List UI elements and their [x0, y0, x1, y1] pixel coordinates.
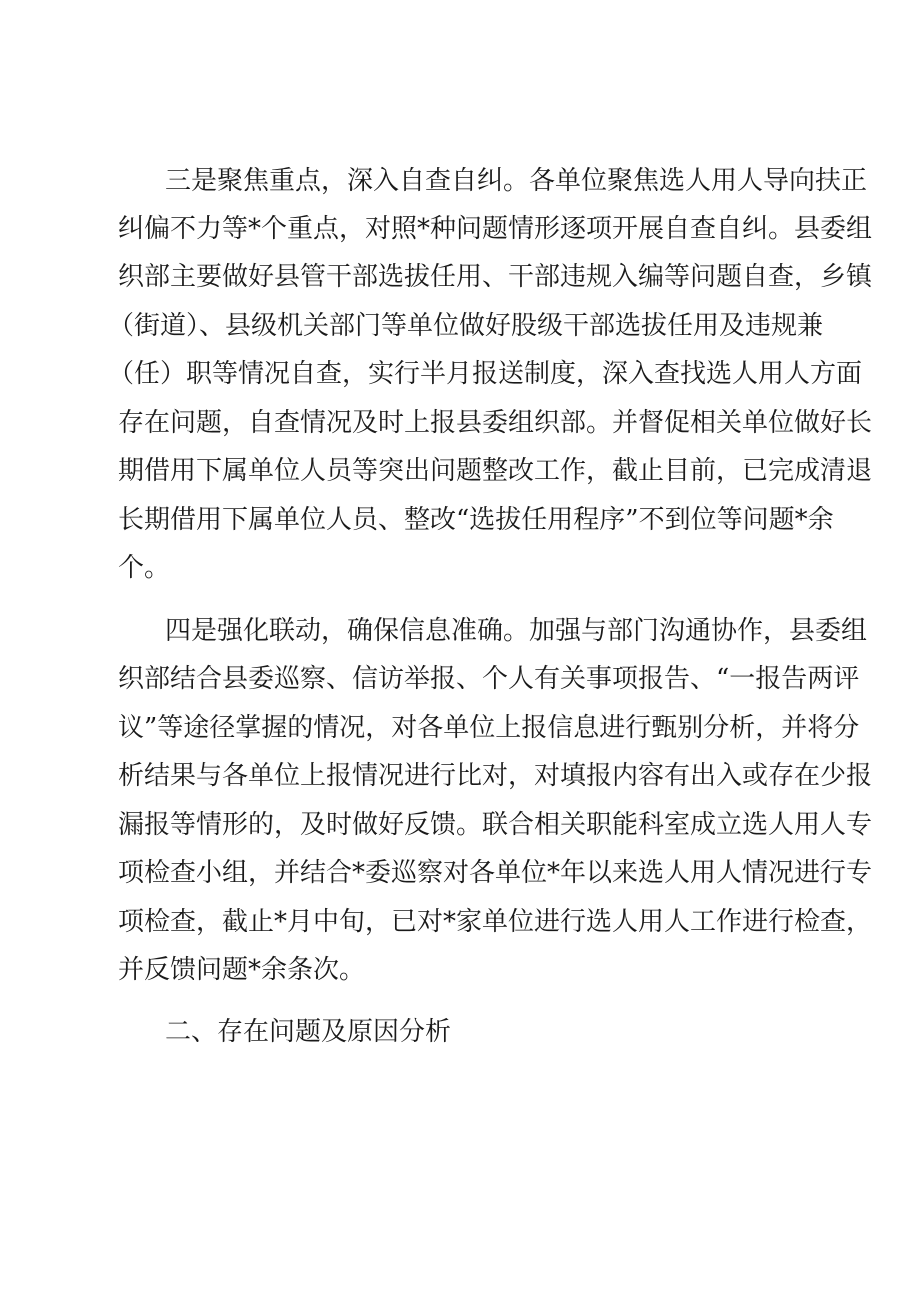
paragraph-line: 四是强化联动，确保信息准确。加强与部门沟通协作，县委组	[165, 616, 868, 646]
paragraph-line: 项检查，截止*月中旬，已对*家单位进行选人用人工作进行检查，	[118, 907, 873, 937]
paragraph-line: （街道）、县级机关部门等单位做好股级干部选拔任用及违规兼	[108, 311, 824, 341]
paragraph-line: 析结果与各单位上报情况进行比对，对填报内容有出入或存在少报	[118, 761, 873, 791]
paragraph-line: 长期借用下属单位人员、整改“选拔任用程序”不到位等问题*余	[118, 505, 834, 535]
section-heading: 二、存在问题及原因分析	[165, 1017, 452, 1047]
paragraph-line: 漏报等情形的，及时做好反馈。联合相关职能科室成立选人用人专	[118, 810, 873, 840]
paragraph-line: 议”等途径掌握的情况，对各单位上报信息进行甄别分析，并将分	[118, 713, 860, 743]
paragraph-line: 项检查小组，并结合*委巡察对各单位*年以来选人用人情况进行专	[118, 858, 873, 888]
paragraph-line: 织部结合县委巡察、信访举报、个人有关事项报告、“一报告两评	[118, 664, 860, 694]
paragraph-line: 个。	[118, 553, 171, 583]
paragraph-line: （任）职等情况自查，实行半月报送制度，深入查找选人用人方面	[108, 359, 863, 389]
paragraph-line: 纠偏不力等*个重点，对照*种问题情形逐项开展自查自纠。县委组	[118, 214, 873, 244]
paragraph-line: 存在问题，自查情况及时上报县委组织部。并督促相关单位做好长	[118, 408, 873, 438]
paragraph-line: 期借用下属单位人员等突出问题整改工作，截止目前，已完成清退	[118, 456, 873, 486]
paragraph-line: 三是聚焦重点，深入自查自纠。各单位聚焦选人用人导向扶正	[165, 166, 868, 196]
paragraph-line: 并反馈问题*余条次。	[118, 955, 366, 985]
paragraph-line: 织部主要做好县管干部选拔任用、干部违规入编等问题自查，乡镇	[118, 262, 873, 292]
